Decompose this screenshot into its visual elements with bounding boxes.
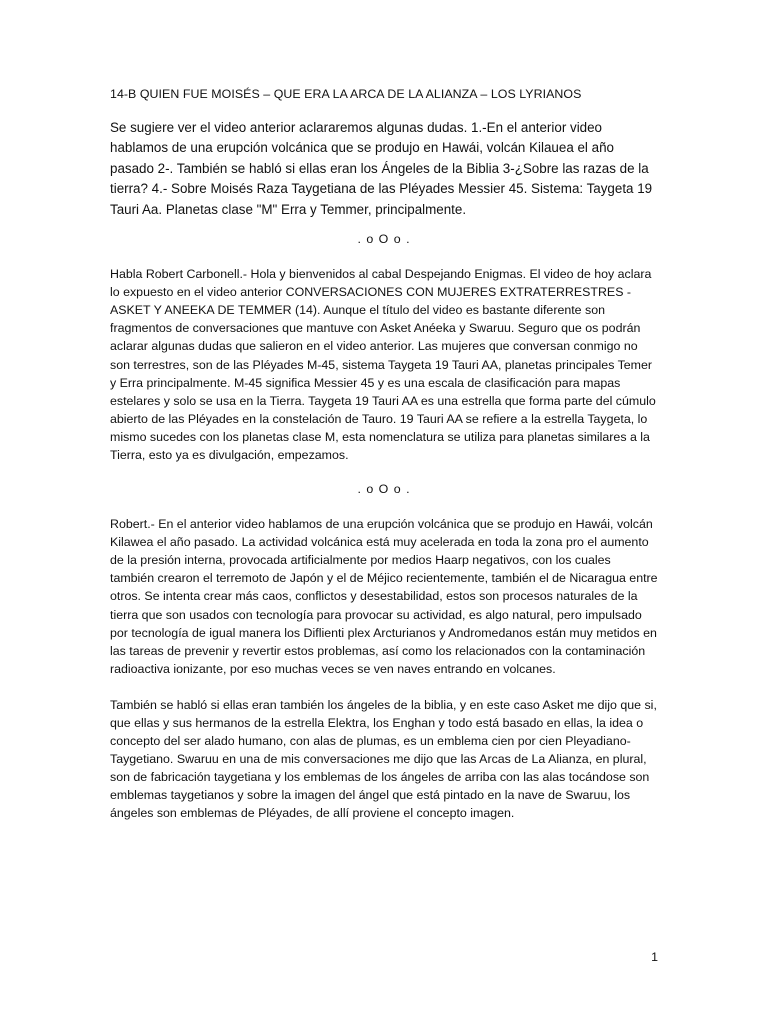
body-paragraph: Habla Robert Carbonell.- Hola y bienvenidos al cabal Despejando Enigmas. El video de hoy aclara lo expuesto en el video anterior CONVERSACIONES CON MUJERES EXTRATERRESTRES - ASKET Y ANEEKA DE TEMMER (14). Aunque el título del video es bastante diferente son fragmentos de conversaciones que mantuve con Asket Anéeka y Swaruu. Seguro que os podrán aclarar algunas dudas que salieron en el video anterior. Las mujeres que conversan conmigo no son terrestres, son de las Pléyades M-45, sistema Taygeta 19 Tauri AA, planetas principales Temer y Erra principalmente. M-45 significa Messier 45 y es una escala de clasificación para mapas estelares y solo se usa en la Tierra. Taygeta 19 Tauri AA es una estrella que forma parte del cúmulo abierto de las Pléyades en la constelación de Tauro. 19 Tauri AA se refiere a la estrella Taygeta, lo mismo sucedes con los planetas clase M, esta nomenclatura se utiliza para planetas similares a la Tierra, esto ya es divulgación, empezamos.	[110, 267, 656, 462]
document-title: 14-B QUIEN FUE MOISÉS – QUE ERA LA ARCA DE LA ALIANZA – LOS LYRIANOS	[110, 87, 582, 101]
body-paragraph: También se habló si ellas eran también los ángeles de la biblia, y en este caso Asket me dijo que si, que ellas y sus hermanos de la estrella Elektra, los Enghan y todo está basado en ellas, la idea o concepto del ser alado humano, con alas de plumas, es un emblema cien por cien Pleyadiano-Taygetiano. Swaruu en una de mis conversaciones me dijo que las Arcas de La Alianza, en plural, son de fabricación taygetiana y los emblemas de los ángeles de arriba con las alas tocándose son emblemas taygetianos y sobre la imagen del ángel que está pintado en la nave de Swaruu, los ángeles son emblemas de Pléyades, de allí proviene el concepto imagen.	[110, 697, 657, 821]
section-separator: . o O o .	[357, 482, 411, 497]
intro-paragraph: Se sugiere ver el video anterior aclararemos algunas dudas. 1.-En el anterior video hablamos de una erupción volcánica que se produjo en Hawái, volcán Kilauea el año pasado 2-. También se habló si ellas eran los Ángeles de la Biblia 3-¿Sobre las razas de la tierra? 4.- Sobre Moisés Raza Taygetiana de las Pléyades Messier 45. Sistema: Taygeta 19 Tauri Aa. Planetas clase "M" Erra y Temmer, principalmente.	[110, 120, 653, 217]
section-separator: . o O o .	[357, 232, 411, 247]
document-body	[110, 84, 658, 823]
body-paragraph: Robert.- En el anterior video hablamos de una erupción volcánica que se produjo en Hawái, volcán Kilawea el año pasado. La actividad volcánica está muy acelerada en toda la zona pro el aumento de la presión interna, provocada artificialmente por medios Haarp negativos, con los cuales también crearon el terremoto de Japón y el de Méjico recientemente, también el de Nicaragua entre otros. Se intenta crear más caos, conflictos y desestabilidad, estos son procesos naturales de la tierra que son usados con tecnología para provocar su actividad, es algo natural, pero impulsado por tecnología de igual manera los Diflienti plex Arcturianos y Andromedanos están muy metidos en las tareas de prevenir y revertir estos problemas, así como los relacionados con la contaminación radioactiva ionizante, por eso muchas veces se ven naves entrando en volcanes.	[110, 517, 658, 676]
page-number: 1	[651, 950, 658, 964]
